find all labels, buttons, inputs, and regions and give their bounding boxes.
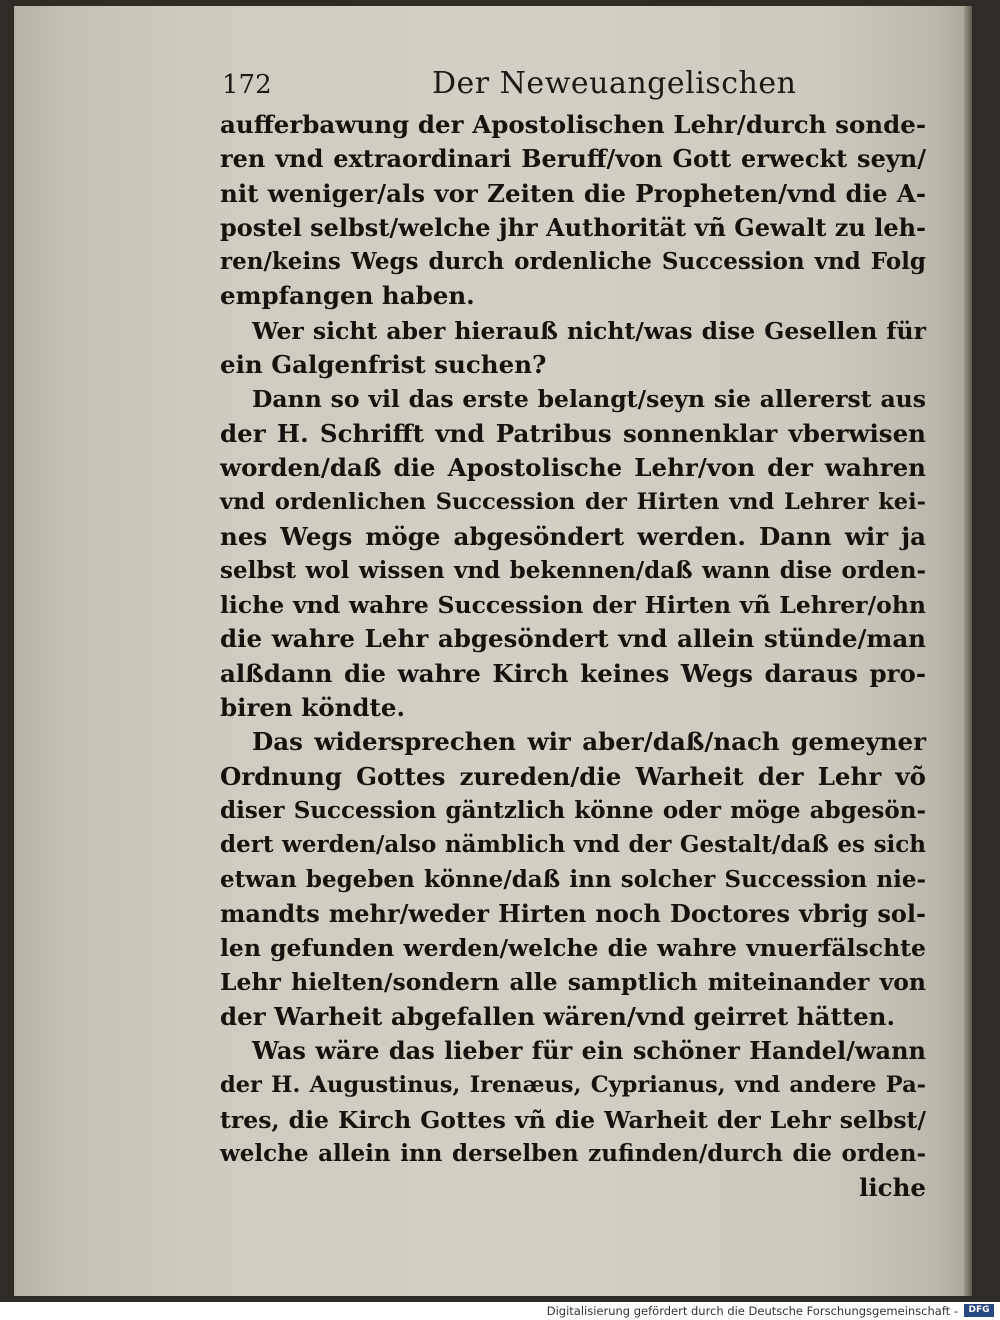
text-line: Wer sicht aber hierauß nicht/was dise Gesellen für	[252, 316, 926, 345]
text-line: ein Galgenfrist suchen?	[220, 350, 547, 380]
text-line: welche allein inn derselben zufinden/durch die orden-	[220, 1139, 926, 1167]
text-line: mandts mehr/weder Hirten noch Doctores vbrig sol-	[220, 898, 926, 928]
text-line: Dann so vil das erste belangt/seyn sie allererst aus	[252, 385, 926, 414]
text-line: ren vnd extraordinari Beruff/von Gott erweckt seyn/	[220, 144, 926, 174]
text-line: etwan begeben könne/daß inn solcher Succession nie-	[220, 865, 926, 893]
text-line: ren/keins Wegs durch ordenliche Succession vnd Folg	[220, 248, 926, 276]
text-line: dert werden/also nämblich vnd der Gestalt/daß es sich	[220, 831, 926, 859]
text-line: die wahre Lehr abgesöndert vnd allein stünde/man	[220, 624, 926, 654]
text-line: diser Succession gäntzlich könne oder möge abgesön-	[220, 796, 926, 824]
catchword: liche	[859, 1173, 926, 1203]
text-line: Lehr hielten/sondern alle samptlich miteinander von	[220, 968, 926, 997]
text-line: len gefunden werden/welche die wahre vnuerfälschte	[220, 934, 926, 963]
text-line: Das widersprechen wir aber/daß/nach gemeyner	[252, 727, 926, 757]
footer-bar	[0, 1302, 1000, 1320]
page-header	[222, 66, 922, 110]
text-line: empfangen haben.	[220, 281, 475, 311]
page-number: 172	[222, 70, 272, 100]
text-line: der H. Schrifft vnd Patribus sonnenklar vberwisen	[220, 418, 926, 448]
running-head: Der Neweuangelischen	[432, 66, 797, 101]
text-line: alßdann die wahre Kirch keines Wegs daraus pro-	[220, 658, 926, 688]
text-line: worden/daß die Apostolische Lehr/von der wahren	[220, 452, 926, 482]
footer-credit: Digitalisierung gefördert durch die Deutsche Forschungsgemeinschaft -	[546, 1304, 958, 1318]
text-line: Was wäre das lieber für ein schöner Handel/wann	[252, 1036, 926, 1066]
dfg-logo: DFG	[964, 1304, 994, 1317]
text-line: tres, die Kirch Gottes vñ die Warheit der Lehr selbst/	[220, 1105, 926, 1134]
text-line: postel selbst/welche jhr Authorität vñ Gewalt zu leh-	[220, 212, 927, 242]
body-text	[220, 108, 926, 1206]
text-line: selbst wol wissen vnd bekennen/daß wann dise orden-	[220, 556, 926, 584]
text-line: aufferbawung der Apostolischen Lehr/durch sonde-	[220, 110, 926, 139]
text-line: nit weniger/als vor Zeiten die Propheten/vnd die A-	[220, 178, 926, 208]
text-line: nes Wegs möge abgesöndert werden. Dann wir ja	[220, 521, 926, 551]
text-line: Ordnung Gottes zureden/die Warheit der Lehr võ	[220, 761, 926, 791]
page-edge	[964, 6, 972, 1296]
text-line: biren köndte.	[220, 693, 405, 723]
text-line: vnd ordenlichen Succession der Hirten vnd Lehrer kei-	[220, 489, 926, 516]
text-line: der H. Augustinus, Irenæus, Cyprianus, vnd andere Pa-	[220, 1072, 926, 1099]
text-line: der Warheit abgefallen wären/vnd geirret hätten.	[220, 1001, 896, 1031]
text-line: liche vnd wahre Succession der Hirten vñ Lehrer/ohn	[220, 591, 926, 620]
